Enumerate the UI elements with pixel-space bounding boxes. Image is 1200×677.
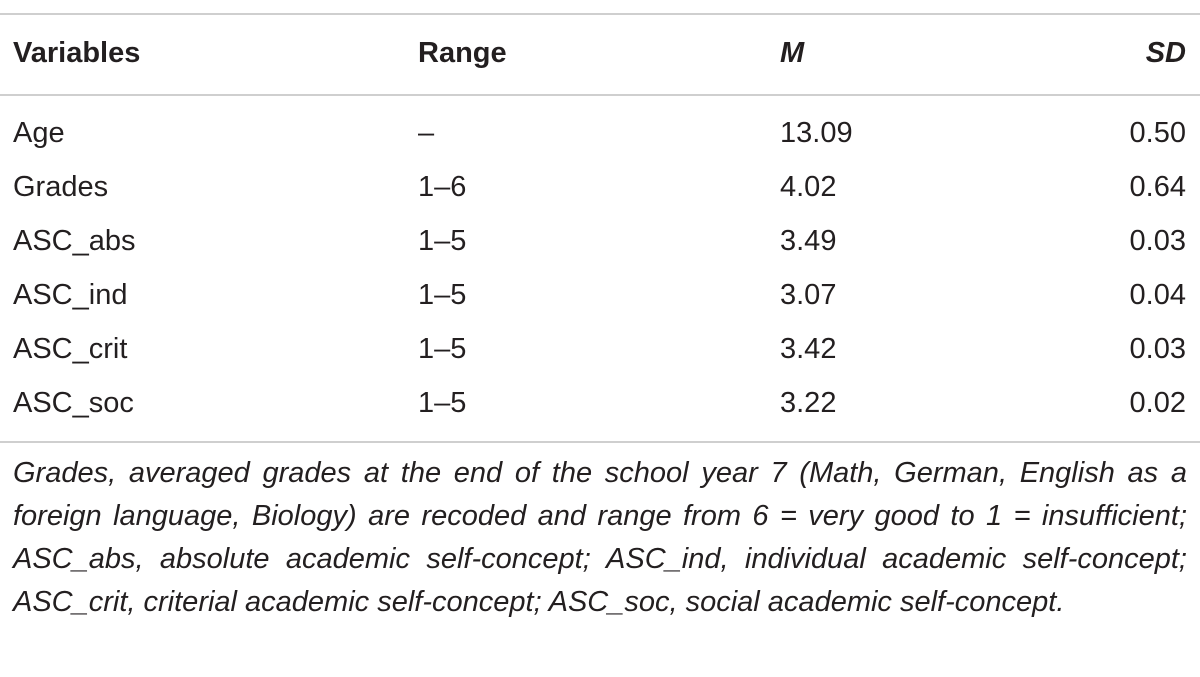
cell-variable: ASC_crit bbox=[13, 333, 128, 365]
cell-sd: 0.03 bbox=[1129, 333, 1186, 365]
header-mean: M bbox=[780, 37, 805, 69]
header-sd: SD bbox=[1145, 37, 1186, 69]
cell-mean: 3.42 bbox=[780, 333, 837, 365]
cell-sd: 0.50 bbox=[1129, 117, 1186, 149]
table-row bbox=[0, 268, 1200, 322]
table-row bbox=[0, 376, 1200, 430]
cell-range: – bbox=[418, 117, 435, 149]
cell-range: 1–5 bbox=[418, 279, 467, 311]
cell-variable: Age bbox=[13, 117, 65, 149]
table-row bbox=[0, 106, 1200, 160]
cell-mean: 3.07 bbox=[780, 279, 837, 311]
table-footnote: Grades, averaged grades at the end of the school year 7 (Math, German, English as a foreign language, Biology) are recoded and range from 6 = very good to 1 = insufficient; ASC_abs, absolute academic self-concept; ASC_ind, individual academic self-concept; ASC_crit, criterial academic self-concept; ASC_soc, social academic self-concept. bbox=[13, 457, 1187, 618]
cell-variable: ASC_abs bbox=[13, 225, 136, 257]
table-header-rule bbox=[0, 94, 1200, 96]
cell-range: 1–5 bbox=[418, 225, 467, 257]
cell-mean: 4.02 bbox=[780, 171, 837, 203]
cell-range: 1–6 bbox=[418, 171, 467, 203]
cell-range: 1–5 bbox=[418, 333, 467, 365]
table-bottom-rule bbox=[0, 441, 1200, 443]
table-row bbox=[0, 322, 1200, 376]
table-row bbox=[0, 160, 1200, 214]
header-variables: Variables bbox=[13, 37, 141, 69]
cell-sd: 0.04 bbox=[1129, 279, 1186, 311]
cell-range: 1–5 bbox=[418, 387, 467, 419]
cell-sd: 0.02 bbox=[1129, 387, 1186, 419]
header-range: Range bbox=[418, 37, 507, 69]
cell-variable: Grades bbox=[13, 171, 109, 203]
table-header-row bbox=[0, 26, 1200, 80]
cell-variable: ASC_ind bbox=[13, 279, 128, 311]
table-row bbox=[0, 214, 1200, 268]
cell-variable: ASC_soc bbox=[13, 387, 134, 419]
cell-sd: 0.64 bbox=[1129, 171, 1186, 203]
cell-mean: 3.22 bbox=[780, 387, 837, 419]
cell-mean: 13.09 bbox=[780, 117, 853, 149]
cell-sd: 0.03 bbox=[1129, 225, 1186, 257]
cell-mean: 3.49 bbox=[780, 225, 837, 257]
table-top-rule bbox=[0, 13, 1200, 15]
